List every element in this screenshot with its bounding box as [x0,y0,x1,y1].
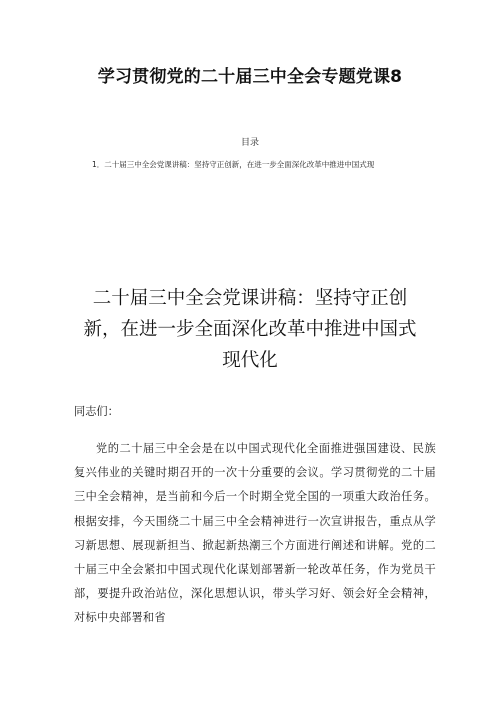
salutation: 同志们： [74,405,119,418]
toc-item[interactable]: 1．二十届三中全会党课讲稿：坚持守正创新，在进一步全面深化改革中推进中国式现 [92,160,375,169]
toc-heading: 目录 [240,138,259,148]
section-title-line: 新，在进一步全面深化改革中推进中国式 [83,319,417,340]
body-paragraph: 党的二十届三中全会是在以中国式现代化全面推进强国建设、民族复兴伟业的关键时期召开的一次十分重要的会议。学习贯彻党的二十届三中全会精神，是当前和今后一个时期全党全国的一项重大政治任务。根据安排，今天围绕二十届三中全会精神进行一次宣讲报告，重点从学习新思想、展现新担当、掀起新热潮三个方面进行阐述和讲解。党的二十届三中全会紧扣中国式现代化谋划部署新一轮改革任务，作为党员干部，要提升政治站位，深化思想认识，带头学习好、领会好全会精神，对标中央部署和省 [74,442,436,625]
section-title [70,283,430,376]
section-title-line: 现代化 [222,350,278,371]
document-title: 学习贯彻党的二十届三中全会专题党课8 [97,67,403,87]
section-title-line: 二十届三中全会党课讲稿：坚持守正创 [92,288,408,309]
